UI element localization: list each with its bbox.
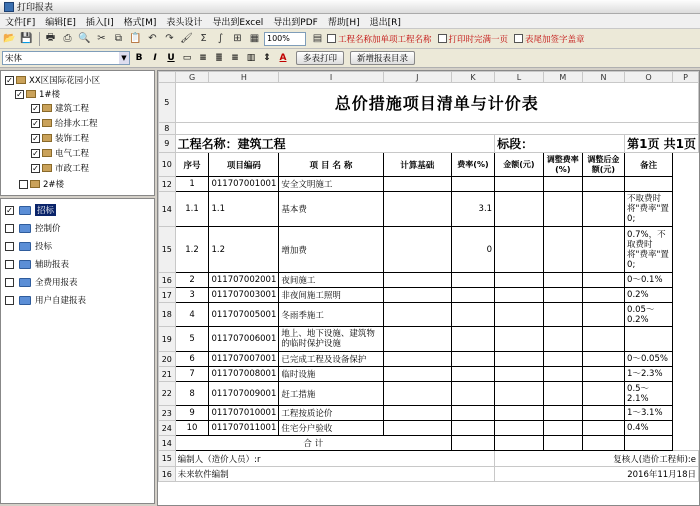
unit-icon: [42, 164, 52, 172]
tree-item-unit[interactable]: ✓ 装饰工程: [32, 133, 90, 144]
copy-icon[interactable]: ⧉: [114, 33, 123, 44]
corner-cell: [159, 72, 176, 83]
row-header[interactable]: 24: [159, 421, 176, 436]
folder-icon: [19, 278, 31, 287]
align-right-icon[interactable]: ≡: [231, 53, 239, 63]
cell-code[interactable]: 011707011001: [209, 421, 279, 436]
cell-name[interactable]: 赶工措施: [279, 382, 383, 406]
checkbox-icon: [438, 34, 447, 43]
checkbox-checked-icon: ✓: [32, 103, 39, 113]
row-header[interactable]: 17: [159, 288, 176, 303]
column-header[interactable]: J: [383, 72, 451, 83]
zoom-select[interactable]: 100%: [264, 32, 306, 46]
border-icon[interactable]: ▭: [182, 53, 192, 63]
cell-adj-amount[interactable]: [582, 421, 624, 436]
column-header[interactable]: L: [495, 72, 544, 83]
table-row: [159, 288, 699, 303]
project-tree: [0, 70, 155, 196]
report-item-zhaobiao[interactable]: ✓ 招标: [6, 205, 55, 216]
report-item-kongzhijia[interactable]: 控制价: [5, 221, 61, 235]
cell-no[interactable]: 7: [175, 367, 209, 382]
column-header[interactable]: H: [209, 72, 279, 83]
cell-code[interactable]: 011707006001: [209, 327, 279, 352]
cell-no[interactable]: 6: [175, 352, 209, 367]
cell-base[interactable]: [383, 177, 451, 192]
cell-name[interactable]: 已完成工程及设备保护: [279, 352, 383, 367]
row-header[interactable]: 14: [159, 192, 176, 227]
building-icon: [26, 90, 36, 98]
preparer-label: 编制人（造价人员）:r: [175, 451, 494, 467]
cell-base[interactable]: [383, 421, 451, 436]
row-header[interactable]: 5: [159, 83, 176, 123]
cell-no[interactable]: 2: [175, 273, 209, 288]
cell-adj-rate[interactable]: [543, 303, 582, 327]
cell-amount[interactable]: [495, 288, 544, 303]
footer-row: [159, 467, 699, 482]
footer-date: 2016年11月18日: [495, 467, 699, 482]
cell-name[interactable]: 工程按质论价: [279, 406, 383, 421]
cell-base[interactable]: [383, 192, 451, 227]
underline-icon[interactable]: U: [167, 53, 175, 63]
window-title: 打印报表: [17, 3, 54, 13]
shrink-icon[interactable]: ▤: [312, 33, 323, 44]
cell-name[interactable]: 住宅分户验收: [279, 421, 383, 436]
header-cell: 项目编码: [209, 153, 279, 177]
main-toolbar: [0, 29, 700, 49]
cell-amount[interactable]: [495, 192, 544, 227]
cell-code[interactable]: 011707008001: [209, 367, 279, 382]
unit-icon: [42, 119, 52, 127]
option-signature[interactable]: 表尾加签字盖章: [514, 33, 585, 45]
cell-name[interactable]: 冬雨季施工: [279, 303, 383, 327]
checkbox-checked-icon: ✓: [32, 133, 39, 143]
wrap-icon[interactable]: ▥: [246, 53, 256, 63]
align-center-icon[interactable]: ≣: [215, 53, 223, 63]
row-header[interactable]: 12: [159, 177, 176, 192]
menu-file[interactable]: 文件[F]: [5, 17, 36, 28]
save-icon[interactable]: 💾: [20, 33, 33, 44]
cell-amount[interactable]: [495, 227, 544, 273]
checkbox-icon: [5, 278, 14, 287]
header-cell: 费率(%): [451, 153, 494, 177]
row-header[interactable]: 15: [159, 227, 176, 273]
cell-code[interactable]: 1.1: [209, 192, 279, 227]
menu-bar: [0, 14, 700, 29]
project-name: 工程名称：建筑工程: [175, 135, 494, 153]
format-toolbar: [0, 49, 700, 68]
row-header[interactable]: 14: [159, 436, 176, 451]
cell-amount[interactable]: [495, 327, 544, 352]
paste-icon[interactable]: 📋: [129, 33, 142, 44]
cell-base[interactable]: [383, 367, 451, 382]
cell-note[interactable]: [625, 177, 673, 192]
checkbox-checked-icon: ✓: [6, 205, 13, 215]
row-header[interactable]: 21: [159, 367, 176, 382]
cell-code[interactable]: 011707009001: [209, 382, 279, 406]
menu-edit[interactable]: 编辑[E]: [45, 17, 76, 28]
brush-icon[interactable]: 🖌: [180, 33, 193, 44]
menu-format[interactable]: 格式[M]: [123, 17, 157, 28]
cell-rate[interactable]: [451, 303, 494, 327]
cell-rate[interactable]: [451, 406, 494, 421]
row-header[interactable]: 18: [159, 303, 176, 327]
table-row: [159, 273, 699, 288]
cell-adj-amount[interactable]: [582, 227, 624, 273]
checkbox-icon: [514, 34, 523, 43]
cell-adj-rate[interactable]: [543, 352, 582, 367]
row-header[interactable]: 16: [159, 273, 176, 288]
cell-rate[interactable]: [451, 352, 494, 367]
row-header[interactable]: 9: [159, 135, 176, 153]
checkbox-icon: [5, 296, 14, 305]
checkbox-icon: [19, 180, 28, 189]
tree-item-unit[interactable]: ✓ 给排水工程: [32, 118, 98, 129]
cell-no[interactable]: 1: [175, 177, 209, 192]
signature-row: [159, 451, 699, 467]
header-cell: 序号: [175, 153, 209, 177]
title-bar: [0, 0, 700, 14]
row-header[interactable]: 16: [159, 467, 176, 482]
cell-rate[interactable]: [451, 421, 494, 436]
checkbox-checked-icon: ✓: [32, 163, 39, 173]
cell-no[interactable]: 9: [175, 406, 209, 421]
cell-name[interactable]: 非夜间施工照明: [279, 288, 383, 303]
find-icon[interactable]: 🔍: [78, 33, 91, 44]
cell-adj-rate[interactable]: [543, 177, 582, 192]
cell-rate[interactable]: [451, 382, 494, 406]
toolbar-separator: [39, 32, 40, 46]
cell-no[interactable]: 1.2: [175, 227, 209, 273]
cell-note[interactable]: [625, 327, 673, 352]
bold-icon[interactable]: B: [135, 53, 143, 63]
cell-amount[interactable]: [495, 406, 544, 421]
menu-insert[interactable]: 插入[I]: [85, 17, 114, 28]
report-item-fuzhu[interactable]: 辅助报表: [5, 257, 69, 271]
cell-code[interactable]: 011707002001: [209, 273, 279, 288]
table-row: [159, 192, 699, 227]
project-icon: [16, 76, 26, 84]
row-header[interactable]: 15: [159, 451, 176, 467]
cell-adj-rate[interactable]: [543, 227, 582, 273]
cell-base[interactable]: [383, 273, 451, 288]
cell-adj-rate[interactable]: [543, 273, 582, 288]
cell-adj-amount[interactable]: [582, 406, 624, 421]
row-header[interactable]: 20: [159, 352, 176, 367]
valign-icon[interactable]: ⇕: [263, 53, 271, 63]
column-header[interactable]: M: [543, 72, 582, 83]
table-row: [159, 352, 699, 367]
folder-icon: [19, 206, 31, 215]
cell-no[interactable]: 5: [175, 327, 209, 352]
folder-icon: [19, 224, 31, 233]
cell-amount[interactable]: [495, 273, 544, 288]
sheet-table: [158, 71, 699, 482]
report-sheet[interactable]: [157, 70, 700, 506]
cell-rate[interactable]: 3.1: [451, 192, 494, 227]
cell-note[interactable]: 0～0.05%: [625, 352, 673, 367]
checkbox-icon: [5, 242, 14, 251]
cell-adj-rate[interactable]: [543, 192, 582, 227]
font-select[interactable]: 宋体 ▼: [2, 51, 130, 65]
cell-base[interactable]: [383, 382, 451, 406]
folder-icon: [19, 260, 31, 269]
cell-rate[interactable]: [451, 288, 494, 303]
cell-note[interactable]: 1～2.3%: [625, 367, 673, 382]
cell-no[interactable]: 8: [175, 382, 209, 406]
cell-adj-amount[interactable]: [582, 382, 624, 406]
unit-icon: [42, 149, 52, 157]
cell-note[interactable]: 0～0.1%: [625, 273, 673, 288]
unit-icon: [42, 104, 52, 112]
total-amount[interactable]: [495, 436, 544, 451]
grid-icon[interactable]: ▦: [249, 33, 260, 44]
cell-note[interactable]: 1～3.1%: [625, 406, 673, 421]
print-icon[interactable]: 🖶: [45, 32, 56, 43]
open-icon[interactable]: 📂: [3, 33, 16, 44]
unit-icon: [42, 134, 52, 142]
cell-no[interactable]: 10: [175, 421, 209, 436]
footer-left: 未来软件编制: [175, 467, 494, 482]
menu-export-pdf[interactable]: 导出到PDF: [273, 17, 318, 28]
tree-item-b1[interactable]: ✓ 1#楼: [16, 89, 61, 100]
cell-name[interactable]: 基本费: [279, 192, 383, 227]
blank-row: [175, 123, 698, 135]
column-header-row: [159, 72, 699, 83]
checkbox-checked-icon: ✓: [6, 75, 13, 85]
cell-adj-rate[interactable]: [543, 382, 582, 406]
checkbox-checked-icon: ✓: [32, 118, 39, 128]
total-rate[interactable]: [451, 436, 494, 451]
header-cell: 调整后金额(元): [582, 153, 624, 177]
page-label: 第1页 共1页: [625, 135, 699, 153]
cell-base[interactable]: [383, 406, 451, 421]
cell-base[interactable]: [383, 327, 451, 352]
font-color-icon[interactable]: A: [279, 53, 287, 63]
menu-help[interactable]: 帮助[H]: [327, 17, 360, 28]
cell-base[interactable]: [383, 352, 451, 367]
column-header[interactable]: N: [582, 72, 624, 83]
report-item-toubiao[interactable]: 投标: [5, 239, 52, 253]
cell-note[interactable]: 0.4%: [625, 421, 673, 436]
row-header[interactable]: 23: [159, 406, 176, 421]
app-icon: [4, 2, 14, 12]
cell-no[interactable]: 4: [175, 303, 209, 327]
header-cell: 备注: [625, 153, 673, 177]
cell-amount[interactable]: [495, 352, 544, 367]
total-adj-amount[interactable]: [582, 436, 624, 451]
cell-base[interactable]: [383, 303, 451, 327]
total-row: [159, 436, 699, 451]
cell-name[interactable]: 地上、地下设施、建筑物的临时保护设施: [279, 327, 383, 352]
report-category-list: [0, 198, 155, 504]
checkbox-icon: [327, 34, 336, 43]
cell-name[interactable]: 增加费: [279, 227, 383, 273]
cell-adj-amount[interactable]: [582, 367, 624, 382]
column-header[interactable]: I: [279, 72, 383, 83]
tree-item-unit[interactable]: ✓ 电气工程: [32, 148, 90, 159]
table-row: [159, 382, 699, 406]
cell-adj-amount[interactable]: [582, 177, 624, 192]
cell-note[interactable]: 0.7%，不取费时将"费率"置0;: [625, 227, 673, 273]
chevron-down-icon: ▼: [119, 52, 129, 64]
cell-name[interactable]: 临时设施: [279, 367, 383, 382]
row-header[interactable]: 10: [159, 153, 176, 177]
cell-amount[interactable]: [495, 421, 544, 436]
checkbox-icon: [5, 224, 14, 233]
tree-item-unit[interactable]: ✓ 市政工程: [32, 163, 90, 174]
table-row: [159, 227, 699, 273]
cell-amount[interactable]: [495, 177, 544, 192]
checkbox-icon: [5, 260, 14, 269]
total-adj-rate[interactable]: [543, 436, 582, 451]
table-row: [159, 421, 699, 436]
table-row: [159, 327, 699, 352]
tree-item-unit[interactable]: ✓ 建筑工程: [32, 103, 90, 114]
cell-amount[interactable]: [495, 303, 544, 327]
cell-code[interactable]: 011707007001: [209, 352, 279, 367]
align-left-icon[interactable]: ≡: [199, 53, 207, 63]
cell-adj-rate[interactable]: [543, 327, 582, 352]
header-cell: 计算基础: [383, 153, 451, 177]
checkbox-checked-icon: ✓: [32, 148, 39, 158]
option-project-name[interactable]: 工程名称加单项工程名称: [327, 33, 432, 45]
cell-adj-rate[interactable]: [543, 367, 582, 382]
total-note[interactable]: [625, 436, 673, 451]
cell-note[interactable]: 0.2%: [625, 288, 673, 303]
report-item-quanfeiyong[interactable]: 全费用报表: [5, 275, 78, 289]
cell-base[interactable]: [383, 288, 451, 303]
cell-code[interactable]: 011707005001: [209, 303, 279, 327]
sum-icon[interactable]: Σ: [200, 33, 207, 44]
undo-icon[interactable]: ↶: [148, 33, 157, 44]
cell-code[interactable]: 011707010001: [209, 406, 279, 421]
header-cell: 项 目 名 称: [279, 153, 383, 177]
cell-note[interactable]: 0.5～2.1%: [625, 382, 673, 406]
cell-code[interactable]: 011707001001: [209, 177, 279, 192]
cell-code[interactable]: 011707003001: [209, 288, 279, 303]
cell-rate[interactable]: [451, 367, 494, 382]
print-preview-icon[interactable]: ⎙: [63, 33, 72, 44]
menu-header-design[interactable]: 表头设计: [166, 17, 203, 28]
table-row: [159, 177, 699, 192]
menu-export-excel[interactable]: 导出到Excel: [212, 17, 264, 28]
building-icon: [30, 180, 40, 188]
cell-note[interactable]: 不取费时将"费率"置0;: [625, 192, 673, 227]
menu-exit[interactable]: 退出[R]: [369, 17, 401, 28]
header-cell: 调整费率(%): [543, 153, 582, 177]
cell-adj-rate[interactable]: [543, 288, 582, 303]
merge-icon[interactable]: ⊞: [233, 33, 242, 44]
cell-amount[interactable]: [495, 367, 544, 382]
column-header[interactable]: G: [175, 72, 209, 83]
cell-adj-amount[interactable]: [582, 327, 624, 352]
italic-icon[interactable]: I: [153, 53, 157, 63]
cell-no[interactable]: 3: [175, 288, 209, 303]
header-cell: 金额(元): [495, 153, 544, 177]
formula-icon[interactable]: ∫: [217, 33, 224, 44]
cell-rate[interactable]: [451, 177, 494, 192]
cut-icon[interactable]: ✂: [97, 33, 106, 44]
section-label: 标段：: [495, 135, 625, 153]
cell-adj-rate[interactable]: [543, 421, 582, 436]
table-row: [159, 367, 699, 382]
column-header[interactable]: K: [451, 72, 494, 83]
tree-item-b2[interactable]: 2#楼: [19, 177, 64, 191]
folder-icon: [19, 242, 31, 251]
report-title: 总价措施项目清单与计价表: [175, 83, 698, 123]
cell-adj-rate[interactable]: [543, 406, 582, 421]
column-header[interactable]: P: [673, 72, 699, 83]
cell-adj-amount[interactable]: [582, 288, 624, 303]
column-header[interactable]: O: [625, 72, 673, 83]
report-item-user-defined[interactable]: 用户自建报表: [5, 293, 86, 307]
cell-amount[interactable]: [495, 382, 544, 406]
cell-name[interactable]: 夜间施工: [279, 273, 383, 288]
cell-adj-amount[interactable]: [582, 303, 624, 327]
redo-icon[interactable]: ↷: [165, 33, 174, 44]
total-label: 合 计: [175, 436, 451, 451]
table-row: [159, 406, 699, 421]
cell-rate[interactable]: [451, 327, 494, 352]
table-row: [159, 303, 699, 327]
multi-print-button[interactable]: 多表打印: [296, 51, 344, 65]
option-fill-page[interactable]: 打印时完满一页: [438, 33, 509, 45]
cell-name[interactable]: 安全文明施工: [279, 177, 383, 192]
row-header[interactable]: 19: [159, 327, 176, 352]
row-header[interactable]: 22: [159, 382, 176, 406]
reviewer-label: 复核人(造价工程师):e: [495, 451, 699, 467]
cell-code[interactable]: 1.2: [209, 227, 279, 273]
add-catalog-button[interactable]: 新增报表目录: [350, 51, 415, 65]
checkbox-checked-icon: ✓: [16, 89, 23, 99]
cell-base[interactable]: [383, 227, 451, 273]
row-header[interactable]: 8: [159, 123, 176, 135]
cell-no[interactable]: 1.1: [175, 192, 209, 227]
cell-adj-amount[interactable]: [582, 273, 624, 288]
cell-adj-amount[interactable]: [582, 352, 624, 367]
cell-rate[interactable]: [451, 273, 494, 288]
cell-adj-amount[interactable]: [582, 192, 624, 227]
cell-note[interactable]: 0.05～0.2%: [625, 303, 673, 327]
cell-rate[interactable]: 0: [451, 227, 494, 273]
tree-item-root[interactable]: ✓ XX区国际花园小区: [6, 75, 101, 86]
folder-icon: [19, 296, 31, 305]
